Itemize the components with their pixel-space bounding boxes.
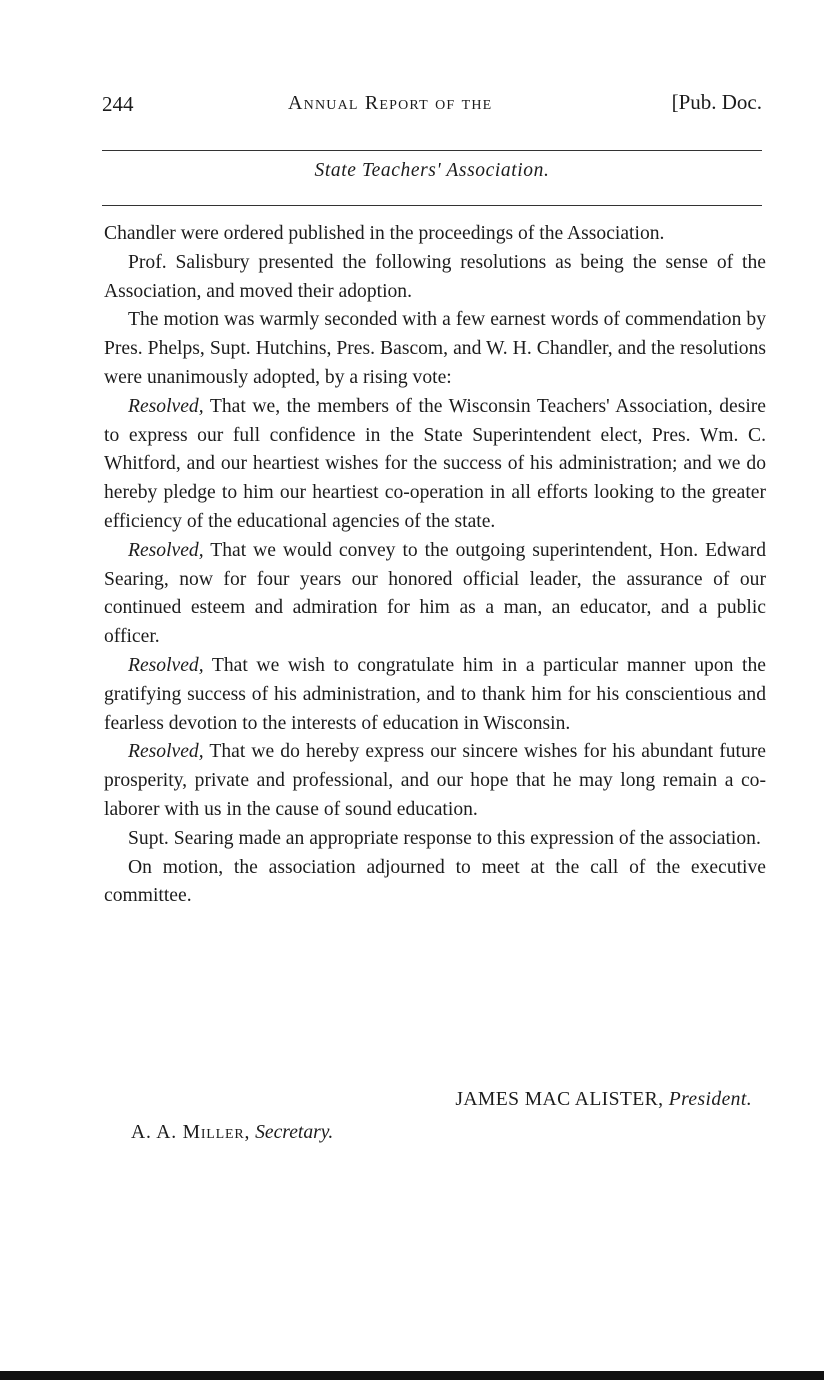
body-text <box>104 220 766 911</box>
running-title: Annual Report of the <box>288 92 493 114</box>
resolution-2 <box>104 537 766 652</box>
resolution-text: That we would convey to the outgoing superintendent, Hon. Edward Searing, now for four years our honored official leader, the assurance of our continued esteem and admiration for him as a man, an educator, and a public officer. <box>104 539 766 648</box>
resolution-text: That we wish to congratulate him in a particular manner upon the gratifying success of his administration, and to thank him for his conscientious and fearless devotion to the interests of education in Wisconsin. <box>104 654 766 734</box>
paragraph-text: Supt. Searing made an appropriate response to this expression of the association. <box>128 827 761 849</box>
header-rule-bottom <box>102 205 762 206</box>
resolved-label: Resolved, <box>128 539 204 561</box>
resolution-1 <box>104 393 766 537</box>
paragraph-motion <box>104 306 766 392</box>
page-header <box>102 86 762 122</box>
resolved-label: Resolved, <box>128 741 204 763</box>
resolved-label: Resolved, <box>128 395 204 417</box>
paragraph-text: The motion was warmly seconded with a few earnest words of commendation by Pres. Phelps, Supt. Hutchins, Pres. Bascom, and W. H. Chandler, and the resolutions were unanimously adopted, by a rising vote: <box>104 309 766 388</box>
resolution-text: That we do hereby express our sincere wishes for his abundant future prosperity, private and professional, and our hope that he may long remain a co-laborer with us in the cause of sound education. <box>104 741 766 820</box>
secretary-name: A. A. Miller, <box>131 1122 251 1143</box>
secretary-line <box>131 1122 333 1144</box>
resolution-4 <box>104 738 766 824</box>
president-signature <box>455 1089 752 1111</box>
paragraph-text: Prof. Salisbury presented the following resolutions as being the sense of the Association, and moved their adoption. <box>104 251 766 302</box>
paragraph-continuation <box>104 220 766 249</box>
section-title: State Teachers' Association. <box>314 160 550 181</box>
secretary-role: Secretary. <box>255 1122 334 1143</box>
page-number: 244 <box>102 92 134 116</box>
resolution-3 <box>104 652 766 738</box>
resolution-text: That we, the members of the Wisconsin Teachers' Association, desire to express our full confidence in the State Superintendent elect, Pres. Wm. C. Whitford, and our heartiest wishes for the success of his administration; and we do hereby pledge to him our heartiest co-operation in all efforts looking to the greater efficiency of the educational agencies of the state. <box>104 395 766 532</box>
signature-name: JAMES MAC ALISTER, <box>455 1089 664 1110</box>
resolved-label: Resolved, <box>128 654 204 676</box>
paragraph-salisbury <box>104 249 766 307</box>
scan-edge-bar <box>0 1371 824 1380</box>
paragraph-text: On motion, the association adjourned to meet at the call of the executive committee. <box>104 856 766 907</box>
signature-role: President. <box>668 1089 752 1110</box>
paragraph-response <box>104 825 766 854</box>
paragraph-text: Chandler were ordered published in the proceedings of the Association. <box>104 223 665 244</box>
header-rule-top <box>102 150 762 151</box>
paragraph-adjourned <box>104 854 766 912</box>
document-tag: [Pub. Doc. <box>671 90 762 114</box>
